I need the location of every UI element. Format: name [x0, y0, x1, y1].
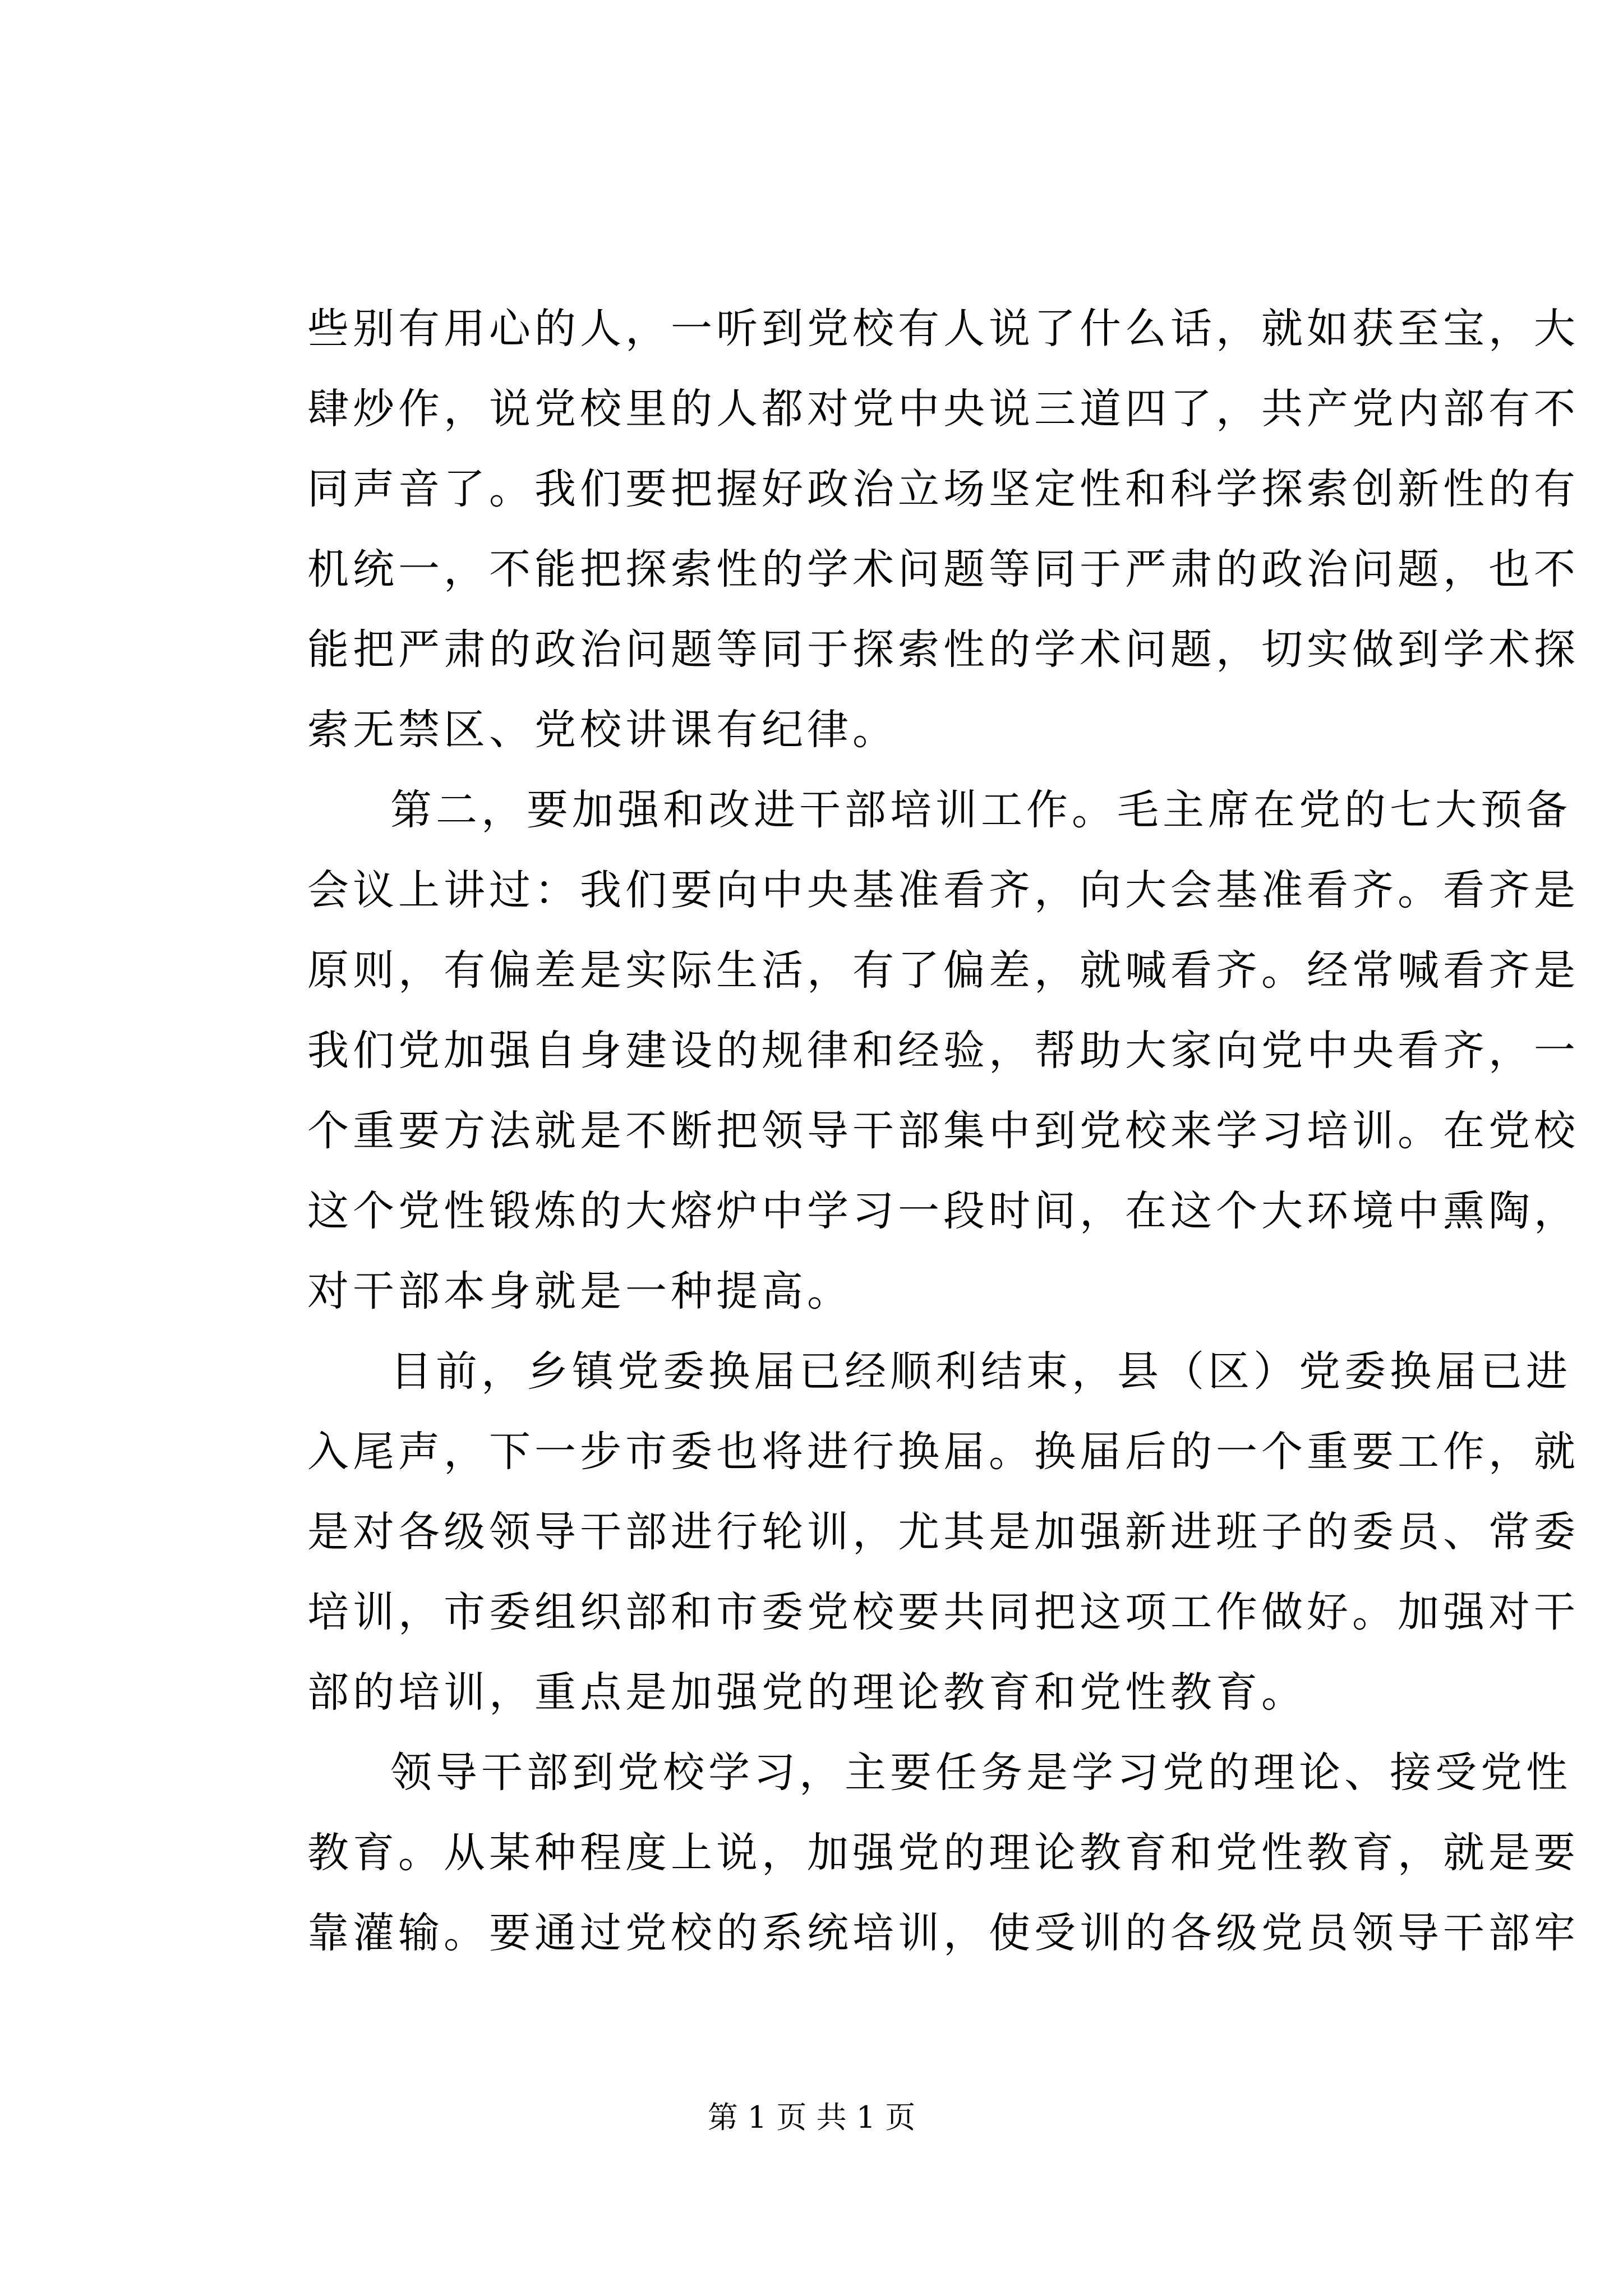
paragraph-line: 靠灌输。要通过党校的系统培训，使受训的各级党员领导干部牢: [307, 1909, 1579, 1957]
paragraph-line: 机统一，不能把探索性的学术问题等同于严肃的政治问题，也不: [307, 545, 1579, 593]
document-body: [307, 289, 1579, 1973]
paragraph-line: 同声音了。我们要把握好政治立场坚定性和科学探索创新性的有: [307, 465, 1579, 513]
paragraph-line: 入尾声，下一步市委也将进行换届。换届后的一个重要工作，就: [307, 1428, 1579, 1476]
paragraph-line: 部的培训，重点是加强党的理论教育和党性教育。: [307, 1668, 1307, 1717]
paragraph-1: [307, 289, 1579, 770]
paragraph-line: 对干部本身就是一种提高。: [307, 1267, 852, 1315]
paragraph-line-indented: 领导干部到党校学习，主要任务是学习党的理论、接受党性: [390, 1749, 1571, 1797]
paragraph-3: [307, 1332, 1579, 1733]
paragraph-line: 原则，有偏差是实际生活，有了偏差，就喊看齐。经常喊看齐是: [307, 946, 1579, 995]
paragraph-line: 索无禁区、党校讲课有纪律。: [307, 706, 898, 754]
paragraph-2: [307, 770, 1579, 1332]
paragraph-4: [307, 1733, 1579, 1973]
paragraph-line: 培训，市委组织部和市委党校要共同把这项工作做好。加强对干: [307, 1588, 1579, 1636]
paragraph-line: 会议上讲过：我们要向中央基准看齐，向大会基准看齐。看齐是: [307, 866, 1579, 914]
page-number-footer: 第 1 页 共 1 页: [707, 2100, 916, 2135]
paragraph-line-indented: 第二，要加强和改进干部培训工作。毛主席在党的七大预备: [390, 786, 1571, 834]
paragraph-line: 能把严肃的政治问题等同于探索性的学术问题，切实做到学术探: [307, 625, 1579, 674]
paragraph-line: 教育。从某种程度上说，加强党的理论教育和党性教育，就是要: [307, 1829, 1579, 1877]
paragraph-line: 个重要方法就是不断把领导干部集中到党校来学习培训。在党校: [307, 1107, 1579, 1155]
paragraph-line: 这个党性锻炼的大熔炉中学习一段时间，在这个大环境中熏陶，: [307, 1187, 1579, 1235]
paragraph-line: 我们党加强自身建设的规律和经验，帮助大家向党中央看齐，一: [307, 1027, 1579, 1075]
paragraph-line-indented: 目前，乡镇党委换届已经顺利结束，县（区）党委换届已进: [390, 1347, 1571, 1396]
paragraph-line: 肆炒作，说党校里的人都对党中央说三道四了，共产党内部有不: [307, 385, 1579, 433]
paragraph-line: 些别有用心的人，一听到党校有人说了什么话，就如获至宝，大: [307, 305, 1579, 353]
paragraph-line: 是对各级领导干部进行轮训，尤其是加强新进班子的委员、常委: [307, 1508, 1579, 1556]
